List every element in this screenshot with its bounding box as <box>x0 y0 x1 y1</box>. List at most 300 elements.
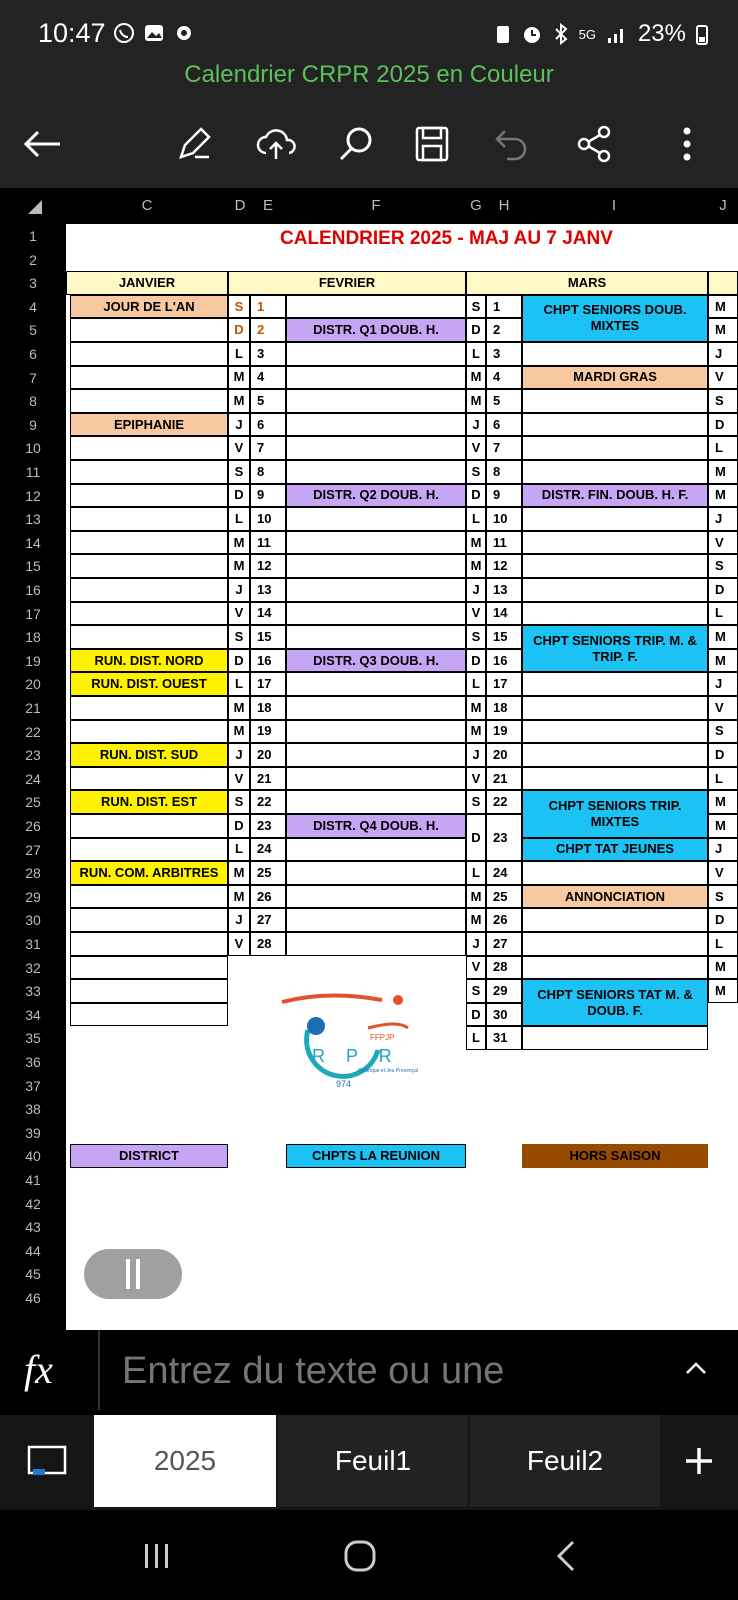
jan-cell[interactable] <box>70 389 228 413</box>
row-header[interactable]: 11 <box>25 464 41 480</box>
next-month-day-letter[interactable]: D <box>708 413 738 437</box>
mar-day-letter[interactable]: V <box>466 602 486 626</box>
feb-cell[interactable] <box>286 767 466 791</box>
share-button[interactable] <box>572 122 616 166</box>
feb-day-letter[interactable]: L <box>228 507 250 531</box>
col-header-g[interactable]: G <box>470 197 482 214</box>
jan-cell[interactable] <box>70 979 228 1003</box>
feb-day-letter[interactable]: J <box>228 908 250 932</box>
jan-cell[interactable] <box>70 932 228 956</box>
month-header-janvier[interactable]: JANVIER <box>66 271 228 295</box>
next-month-day-letter[interactable]: V <box>708 531 738 555</box>
more-options-button[interactable] <box>665 122 709 166</box>
feb-day-letter[interactable]: V <box>228 932 250 956</box>
feb-cell[interactable] <box>286 460 466 484</box>
row-header[interactable]: 22 <box>25 723 41 740</box>
mar-cell[interactable] <box>522 413 708 437</box>
feb-day-letter[interactable]: J <box>228 413 250 437</box>
next-month-day-letter[interactable]: D <box>708 743 738 767</box>
row-header[interactable]: 41 <box>25 1172 41 1188</box>
row-header[interactable]: 12 <box>25 487 41 504</box>
jan-event-cell[interactable]: RUN. DIST. OUEST <box>70 672 228 696</box>
mar-day-number[interactable]: 23 <box>486 814 522 861</box>
jan-cell[interactable] <box>70 956 228 980</box>
feb-event-cell[interactable]: DISTR. Q2 DOUB. H. <box>286 484 466 508</box>
feb-day-number[interactable]: 25 <box>250 861 286 885</box>
col-header-f[interactable]: F <box>371 197 381 214</box>
feb-day-number[interactable]: 6 <box>250 413 286 437</box>
feb-day-letter[interactable]: M <box>228 389 250 413</box>
feb-cell[interactable] <box>286 366 466 390</box>
mar-cell[interactable] <box>522 389 708 413</box>
mar-day-number[interactable]: 12 <box>486 554 522 578</box>
col-header-e[interactable]: E <box>262 197 273 214</box>
feb-day-letter[interactable]: M <box>228 861 250 885</box>
select-all-corner-icon[interactable] <box>28 200 42 214</box>
feb-day-letter[interactable]: V <box>228 767 250 791</box>
col-header-i[interactable]: I <box>611 197 617 214</box>
feb-cell[interactable] <box>286 554 466 578</box>
feb-cell[interactable] <box>286 578 466 602</box>
mar-day-number[interactable]: 27 <box>486 932 522 956</box>
feb-day-letter[interactable]: D <box>228 649 250 673</box>
feb-day-letter[interactable]: J <box>228 578 250 602</box>
mar-day-letter[interactable]: M <box>466 885 486 909</box>
mar-cell[interactable] <box>522 696 708 720</box>
next-month-day-letter[interactable]: J <box>708 838 738 862</box>
feb-day-letter[interactable]: M <box>228 885 250 909</box>
feb-cell[interactable] <box>286 790 466 814</box>
mar-day-number[interactable]: 31 <box>486 1026 522 1050</box>
col-header-j[interactable]: J <box>719 197 727 214</box>
feb-cell[interactable] <box>286 625 466 649</box>
search-button[interactable] <box>334 122 378 166</box>
next-month-day-letter[interactable]: J <box>708 342 738 366</box>
row-header[interactable]: 18 <box>25 629 41 646</box>
jan-cell[interactable] <box>70 720 228 744</box>
mar-day-letter[interactable]: L <box>466 1026 486 1050</box>
next-month-day-letter[interactable]: M <box>708 979 738 1003</box>
next-month-day-letter[interactable]: S <box>708 389 738 413</box>
mar-day-letter[interactable]: V <box>466 767 486 791</box>
feb-day-letter[interactable]: S <box>228 625 250 649</box>
feb-day-letter[interactable]: D <box>228 814 250 838</box>
row-header[interactable]: 8 <box>29 393 37 410</box>
feb-day-number[interactable]: 7 <box>250 436 286 460</box>
month-header-fevrier[interactable]: FEVRIER <box>228 271 466 295</box>
mar-day-number[interactable]: 9 <box>486 484 522 508</box>
feb-day-number[interactable]: 20 <box>250 743 286 767</box>
mar-day-number[interactable]: 30 <box>486 1003 522 1027</box>
mar-day-letter[interactable]: D <box>466 318 486 342</box>
save-button[interactable] <box>410 122 454 166</box>
jan-cell[interactable] <box>70 436 228 460</box>
next-month-day-letter[interactable]: L <box>708 932 738 956</box>
jan-event-cell[interactable]: RUN. DIST. SUD <box>70 743 228 767</box>
jan-cell[interactable] <box>70 814 228 838</box>
mar-day-letter[interactable]: M <box>466 389 486 413</box>
jan-cell[interactable] <box>70 318 228 342</box>
legend-chpts[interactable]: CHPTS LA REUNION <box>286 1144 466 1168</box>
jan-cell[interactable] <box>70 696 228 720</box>
feb-day-number[interactable]: 9 <box>250 484 286 508</box>
mar-cell[interactable] <box>522 342 708 366</box>
row-header[interactable]: 33 <box>25 983 41 1000</box>
row-header[interactable]: 43 <box>25 1219 41 1236</box>
next-month-day-letter[interactable]: J <box>708 507 738 531</box>
mar-cell[interactable] <box>522 861 708 885</box>
mar-day-number[interactable]: 16 <box>486 649 522 673</box>
mar-day-letter[interactable]: J <box>466 743 486 767</box>
mar-day-number[interactable]: 5 <box>486 389 522 413</box>
mar-cell[interactable] <box>522 1026 708 1050</box>
row-header[interactable]: 6 <box>29 346 37 362</box>
mar-day-number[interactable]: 19 <box>486 720 522 744</box>
mar-day-letter[interactable]: S <box>466 790 486 814</box>
col-header-c[interactable]: C <box>141 197 153 214</box>
feb-day-letter[interactable]: D <box>228 318 250 342</box>
feb-cell[interactable] <box>286 743 466 767</box>
next-month-day-letter[interactable]: S <box>708 885 738 909</box>
mar-cell[interactable] <box>522 932 708 956</box>
mar-cell[interactable] <box>522 720 708 744</box>
feb-cell[interactable] <box>286 672 466 696</box>
next-month-day-letter[interactable]: V <box>708 366 738 390</box>
feb-day-number[interactable]: 1 <box>250 295 286 319</box>
mar-event-cell[interactable]: ANNONCIATION <box>522 885 708 909</box>
feb-day-letter[interactable]: S <box>228 790 250 814</box>
mar-day-letter[interactable]: L <box>466 342 486 366</box>
feb-day-letter[interactable]: S <box>228 460 250 484</box>
feb-day-letter[interactable]: S <box>228 295 250 319</box>
next-month-day-letter[interactable]: M <box>708 295 738 319</box>
feb-day-number[interactable]: 5 <box>250 389 286 413</box>
row-header[interactable]: 7 <box>29 369 37 386</box>
row-header[interactable]: 45 <box>25 1266 41 1283</box>
feb-day-number[interactable]: 22 <box>250 790 286 814</box>
mar-day-letter[interactable]: D <box>466 1003 486 1027</box>
jan-event-cell[interactable]: RUN. DIST. EST <box>70 790 228 814</box>
mar-day-letter[interactable]: M <box>466 531 486 555</box>
row-header[interactable]: 29 <box>25 888 41 905</box>
jan-cell[interactable] <box>70 578 228 602</box>
mar-cell[interactable] <box>522 554 708 578</box>
feb-day-number[interactable]: 26 <box>250 885 286 909</box>
month-header-mars[interactable]: MARS <box>466 271 708 295</box>
row-header[interactable]: 32 <box>25 959 41 976</box>
feb-event-cell[interactable]: DISTR. Q4 DOUB. H. <box>286 814 466 838</box>
mar-day-letter[interactable]: S <box>466 460 486 484</box>
jan-cell[interactable] <box>70 484 228 508</box>
mar-day-number[interactable]: 21 <box>486 767 522 791</box>
next-month-day-letter[interactable]: M <box>708 484 738 508</box>
mar-day-letter[interactable]: J <box>466 932 486 956</box>
row-header[interactable]: 5 <box>29 322 37 339</box>
row-header[interactable]: 9 <box>29 416 37 433</box>
row-header[interactable]: 21 <box>25 700 41 716</box>
feb-cell[interactable] <box>286 861 466 885</box>
mar-day-number[interactable]: 11 <box>486 531 522 555</box>
row-header[interactable]: 10 <box>25 440 41 457</box>
next-month-day-letter[interactable]: D <box>708 908 738 932</box>
feb-cell[interactable] <box>286 720 466 744</box>
jan-cell[interactable] <box>70 366 228 390</box>
mar-event-cell[interactable]: CHPT SENIORS TRIP. M. & TRIP. F. <box>522 625 708 672</box>
feb-day-number[interactable]: 14 <box>250 602 286 626</box>
mar-day-number[interactable]: 20 <box>486 743 522 767</box>
mar-event-cell[interactable]: CHPT SENIORS DOUB. MIXTES <box>522 295 708 342</box>
mar-cell[interactable] <box>522 956 708 980</box>
feb-day-letter[interactable]: L <box>228 672 250 696</box>
tab-2025[interactable]: 2025 <box>94 1415 276 1507</box>
mar-event-cell[interactable]: CHPT SENIORS TAT M. & DOUB. F. <box>522 979 708 1026</box>
feb-cell[interactable] <box>286 838 466 862</box>
jan-cell[interactable] <box>70 908 228 932</box>
jan-cell[interactable] <box>70 554 228 578</box>
row-header[interactable]: 23 <box>25 747 41 764</box>
mar-day-number[interactable]: 25 <box>486 885 522 909</box>
mar-cell[interactable] <box>522 460 708 484</box>
mar-day-letter[interactable]: M <box>466 366 486 390</box>
feb-cell[interactable] <box>286 885 466 909</box>
col-header-d[interactable]: D <box>234 197 246 214</box>
mar-day-letter[interactable]: J <box>466 413 486 437</box>
mar-cell[interactable] <box>522 602 708 626</box>
jan-cell[interactable] <box>70 625 228 649</box>
row-header[interactable]: 15 <box>25 558 41 575</box>
jan-cell[interactable] <box>70 507 228 531</box>
row-header[interactable]: 13 <box>25 511 41 528</box>
feb-event-cell[interactable]: DISTR. Q1 DOUB. H. <box>286 318 466 342</box>
formula-input[interactable] <box>120 1348 644 1394</box>
feb-day-number[interactable]: 8 <box>250 460 286 484</box>
mar-day-number[interactable]: 2 <box>486 318 522 342</box>
mar-day-number[interactable]: 22 <box>486 790 522 814</box>
next-month-day-letter[interactable]: J <box>708 672 738 696</box>
next-month-day-letter[interactable]: L <box>708 436 738 460</box>
jan-event-cell[interactable]: JOUR DE L'AN <box>70 295 228 319</box>
row-header[interactable]: 20 <box>25 676 41 693</box>
feb-day-number[interactable]: 21 <box>250 767 286 791</box>
row-header[interactable]: 40 <box>25 1148 41 1165</box>
next-month-day-letter[interactable]: M <box>708 460 738 484</box>
feb-day-letter[interactable]: V <box>228 602 250 626</box>
next-month-day-letter[interactable]: M <box>708 318 738 342</box>
mar-day-number[interactable]: 15 <box>486 625 522 649</box>
feb-cell[interactable] <box>286 696 466 720</box>
jan-event-cell[interactable]: EPIPHANIE <box>70 413 228 437</box>
row-header[interactable]: 14 <box>25 534 41 551</box>
feb-cell[interactable] <box>286 342 466 366</box>
mar-day-number[interactable]: 7 <box>486 436 522 460</box>
mar-day-number[interactable]: 10 <box>486 507 522 531</box>
mar-cell[interactable] <box>522 436 708 460</box>
feb-day-number[interactable]: 4 <box>250 366 286 390</box>
feb-day-letter[interactable]: D <box>228 484 250 508</box>
row-header[interactable]: 42 <box>25 1195 41 1212</box>
spreadsheet-grid[interactable] <box>0 188 738 1330</box>
mar-event-cell[interactable]: CHPT TAT JEUNES <box>522 838 708 862</box>
next-month-day-letter[interactable]: D <box>708 578 738 602</box>
mar-day-letter[interactable]: L <box>466 672 486 696</box>
mar-day-number[interactable]: 26 <box>486 908 522 932</box>
mar-cell[interactable] <box>522 908 708 932</box>
col-header-h[interactable]: H <box>498 197 510 214</box>
feb-day-letter[interactable]: L <box>228 342 250 366</box>
undo-button[interactable] <box>490 122 534 166</box>
mar-day-letter[interactable]: M <box>466 720 486 744</box>
mar-day-number[interactable]: 18 <box>486 696 522 720</box>
mar-cell[interactable] <box>522 507 708 531</box>
next-month-day-letter[interactable]: M <box>708 956 738 980</box>
feb-day-number[interactable]: 18 <box>250 696 286 720</box>
mar-cell[interactable] <box>522 578 708 602</box>
mar-day-letter[interactable]: L <box>466 861 486 885</box>
row-header[interactable]: 35 <box>25 1030 41 1047</box>
row-header[interactable]: 16 <box>25 582 41 598</box>
mar-day-letter[interactable]: S <box>466 979 486 1003</box>
row-header[interactable]: 3 <box>29 275 37 292</box>
row-header[interactable]: 1 <box>29 228 37 244</box>
sheet-list-button[interactable] <box>0 1415 94 1507</box>
mar-day-letter[interactable]: L <box>466 507 486 531</box>
feb-day-letter[interactable]: M <box>228 720 250 744</box>
next-month-day-letter[interactable]: M <box>708 790 738 814</box>
mar-day-letter[interactable]: D <box>466 484 486 508</box>
feb-day-letter[interactable]: M <box>228 531 250 555</box>
mar-cell[interactable] <box>522 531 708 555</box>
mar-day-number[interactable]: 14 <box>486 602 522 626</box>
feb-day-letter[interactable]: M <box>228 554 250 578</box>
feb-day-number[interactable]: 23 <box>250 814 286 838</box>
mar-day-number[interactable]: 28 <box>486 956 522 980</box>
feb-cell[interactable] <box>286 602 466 626</box>
mar-day-number[interactable]: 29 <box>486 979 522 1003</box>
mar-cell[interactable] <box>522 767 708 791</box>
mar-day-letter[interactable]: J <box>466 578 486 602</box>
row-header[interactable]: 34 <box>25 1006 41 1023</box>
scroll-handle[interactable] <box>84 1249 182 1299</box>
legend-district[interactable]: DISTRICT <box>70 1144 228 1168</box>
feb-event-cell[interactable]: DISTR. Q3 DOUB. H. <box>286 649 466 673</box>
feb-cell[interactable] <box>286 436 466 460</box>
mar-day-letter[interactable]: V <box>466 956 486 980</box>
add-sheet-button[interactable] <box>660 1415 738 1507</box>
row-header[interactable]: 25 <box>25 794 41 811</box>
feb-day-number[interactable]: 13 <box>250 578 286 602</box>
mar-day-number[interactable]: 13 <box>486 578 522 602</box>
feb-day-letter[interactable]: V <box>228 436 250 460</box>
row-header[interactable]: 30 <box>25 912 41 929</box>
feb-cell[interactable] <box>286 507 466 531</box>
row-header[interactable]: 19 <box>25 652 41 669</box>
mar-event-cell[interactable]: DISTR. FIN. DOUB. H. F. <box>522 484 708 508</box>
mar-event-cell[interactable]: CHPT SENIORS TRIP. MIXTES <box>522 790 708 837</box>
jan-cell[interactable] <box>70 838 228 862</box>
mar-day-number[interactable]: 1 <box>486 295 522 319</box>
next-month-day-letter[interactable]: L <box>708 767 738 791</box>
jan-cell[interactable] <box>70 602 228 626</box>
row-header[interactable]: 2 <box>29 251 37 268</box>
mar-day-letter[interactable]: S <box>466 295 486 319</box>
row-header[interactable]: 28 <box>25 865 41 882</box>
feb-day-number[interactable]: 16 <box>250 649 286 673</box>
mar-cell[interactable] <box>522 743 708 767</box>
jan-cell[interactable] <box>70 767 228 791</box>
jan-cell[interactable] <box>70 342 228 366</box>
feb-cell[interactable] <box>286 932 466 956</box>
feb-day-number[interactable]: 11 <box>250 531 286 555</box>
feb-day-number[interactable]: 2 <box>250 318 286 342</box>
tab-feuil2[interactable]: Feuil2 <box>470 1415 660 1507</box>
back-nav-icon[interactable] <box>556 1540 576 1572</box>
mar-day-number[interactable]: 4 <box>486 366 522 390</box>
feb-day-number[interactable]: 19 <box>250 720 286 744</box>
row-header[interactable]: 27 <box>25 841 41 858</box>
mar-day-number[interactable]: 6 <box>486 413 522 437</box>
row-header[interactable]: 4 <box>29 298 37 315</box>
mar-cell[interactable] <box>522 672 708 696</box>
mar-day-letter[interactable]: V <box>466 436 486 460</box>
feb-cell[interactable] <box>286 531 466 555</box>
month-header-next[interactable] <box>708 271 738 295</box>
mar-day-number[interactable]: 17 <box>486 672 522 696</box>
row-header[interactable]: 39 <box>25 1124 41 1141</box>
row-header[interactable]: 46 <box>25 1290 41 1306</box>
mar-event-cell[interactable]: MARDI GRAS <box>522 366 708 390</box>
feb-day-number[interactable]: 17 <box>250 672 286 696</box>
jan-cell[interactable] <box>70 460 228 484</box>
feb-day-letter[interactable]: M <box>228 696 250 720</box>
row-header[interactable]: 17 <box>25 605 41 622</box>
back-button[interactable] <box>20 122 64 166</box>
draw-button[interactable] <box>172 122 216 166</box>
row-header[interactable]: 44 <box>25 1242 41 1259</box>
home-icon[interactable] <box>344 1540 376 1572</box>
upload-button[interactable] <box>254 122 298 166</box>
mar-day-number[interactable]: 8 <box>486 460 522 484</box>
jan-cell[interactable] <box>70 885 228 909</box>
feb-cell[interactable] <box>286 389 466 413</box>
feb-day-number[interactable]: 10 <box>250 507 286 531</box>
row-header[interactable]: 36 <box>25 1054 41 1070</box>
feb-day-number[interactable]: 3 <box>250 342 286 366</box>
mar-day-number[interactable]: 3 <box>486 342 522 366</box>
next-month-day-letter[interactable]: S <box>708 720 738 744</box>
mar-day-letter[interactable]: D <box>466 814 486 861</box>
recent-apps-icon[interactable] <box>142 1542 172 1570</box>
feb-day-letter[interactable]: L <box>228 838 250 862</box>
row-header[interactable]: 37 <box>25 1077 41 1094</box>
feb-day-number[interactable]: 28 <box>250 932 286 956</box>
mar-day-letter[interactable]: M <box>466 696 486 720</box>
mar-day-letter[interactable]: S <box>466 625 486 649</box>
feb-day-number[interactable]: 24 <box>250 838 286 862</box>
jan-cell[interactable] <box>70 531 228 555</box>
chevron-up-icon[interactable] <box>684 1360 708 1376</box>
jan-cell[interactable] <box>70 1003 228 1027</box>
next-month-day-letter[interactable]: M <box>708 649 738 673</box>
next-month-day-letter[interactable]: M <box>708 814 738 838</box>
row-header[interactable]: 38 <box>25 1101 41 1118</box>
jan-event-cell[interactable]: RUN. COM. ARBITRES <box>70 861 228 885</box>
mar-day-letter[interactable]: M <box>466 908 486 932</box>
next-month-day-letter[interactable]: M <box>708 625 738 649</box>
next-month-day-letter[interactable]: L <box>708 602 738 626</box>
mar-day-number[interactable]: 24 <box>486 861 522 885</box>
feb-day-letter[interactable]: J <box>228 743 250 767</box>
next-month-day-letter[interactable]: V <box>708 861 738 885</box>
